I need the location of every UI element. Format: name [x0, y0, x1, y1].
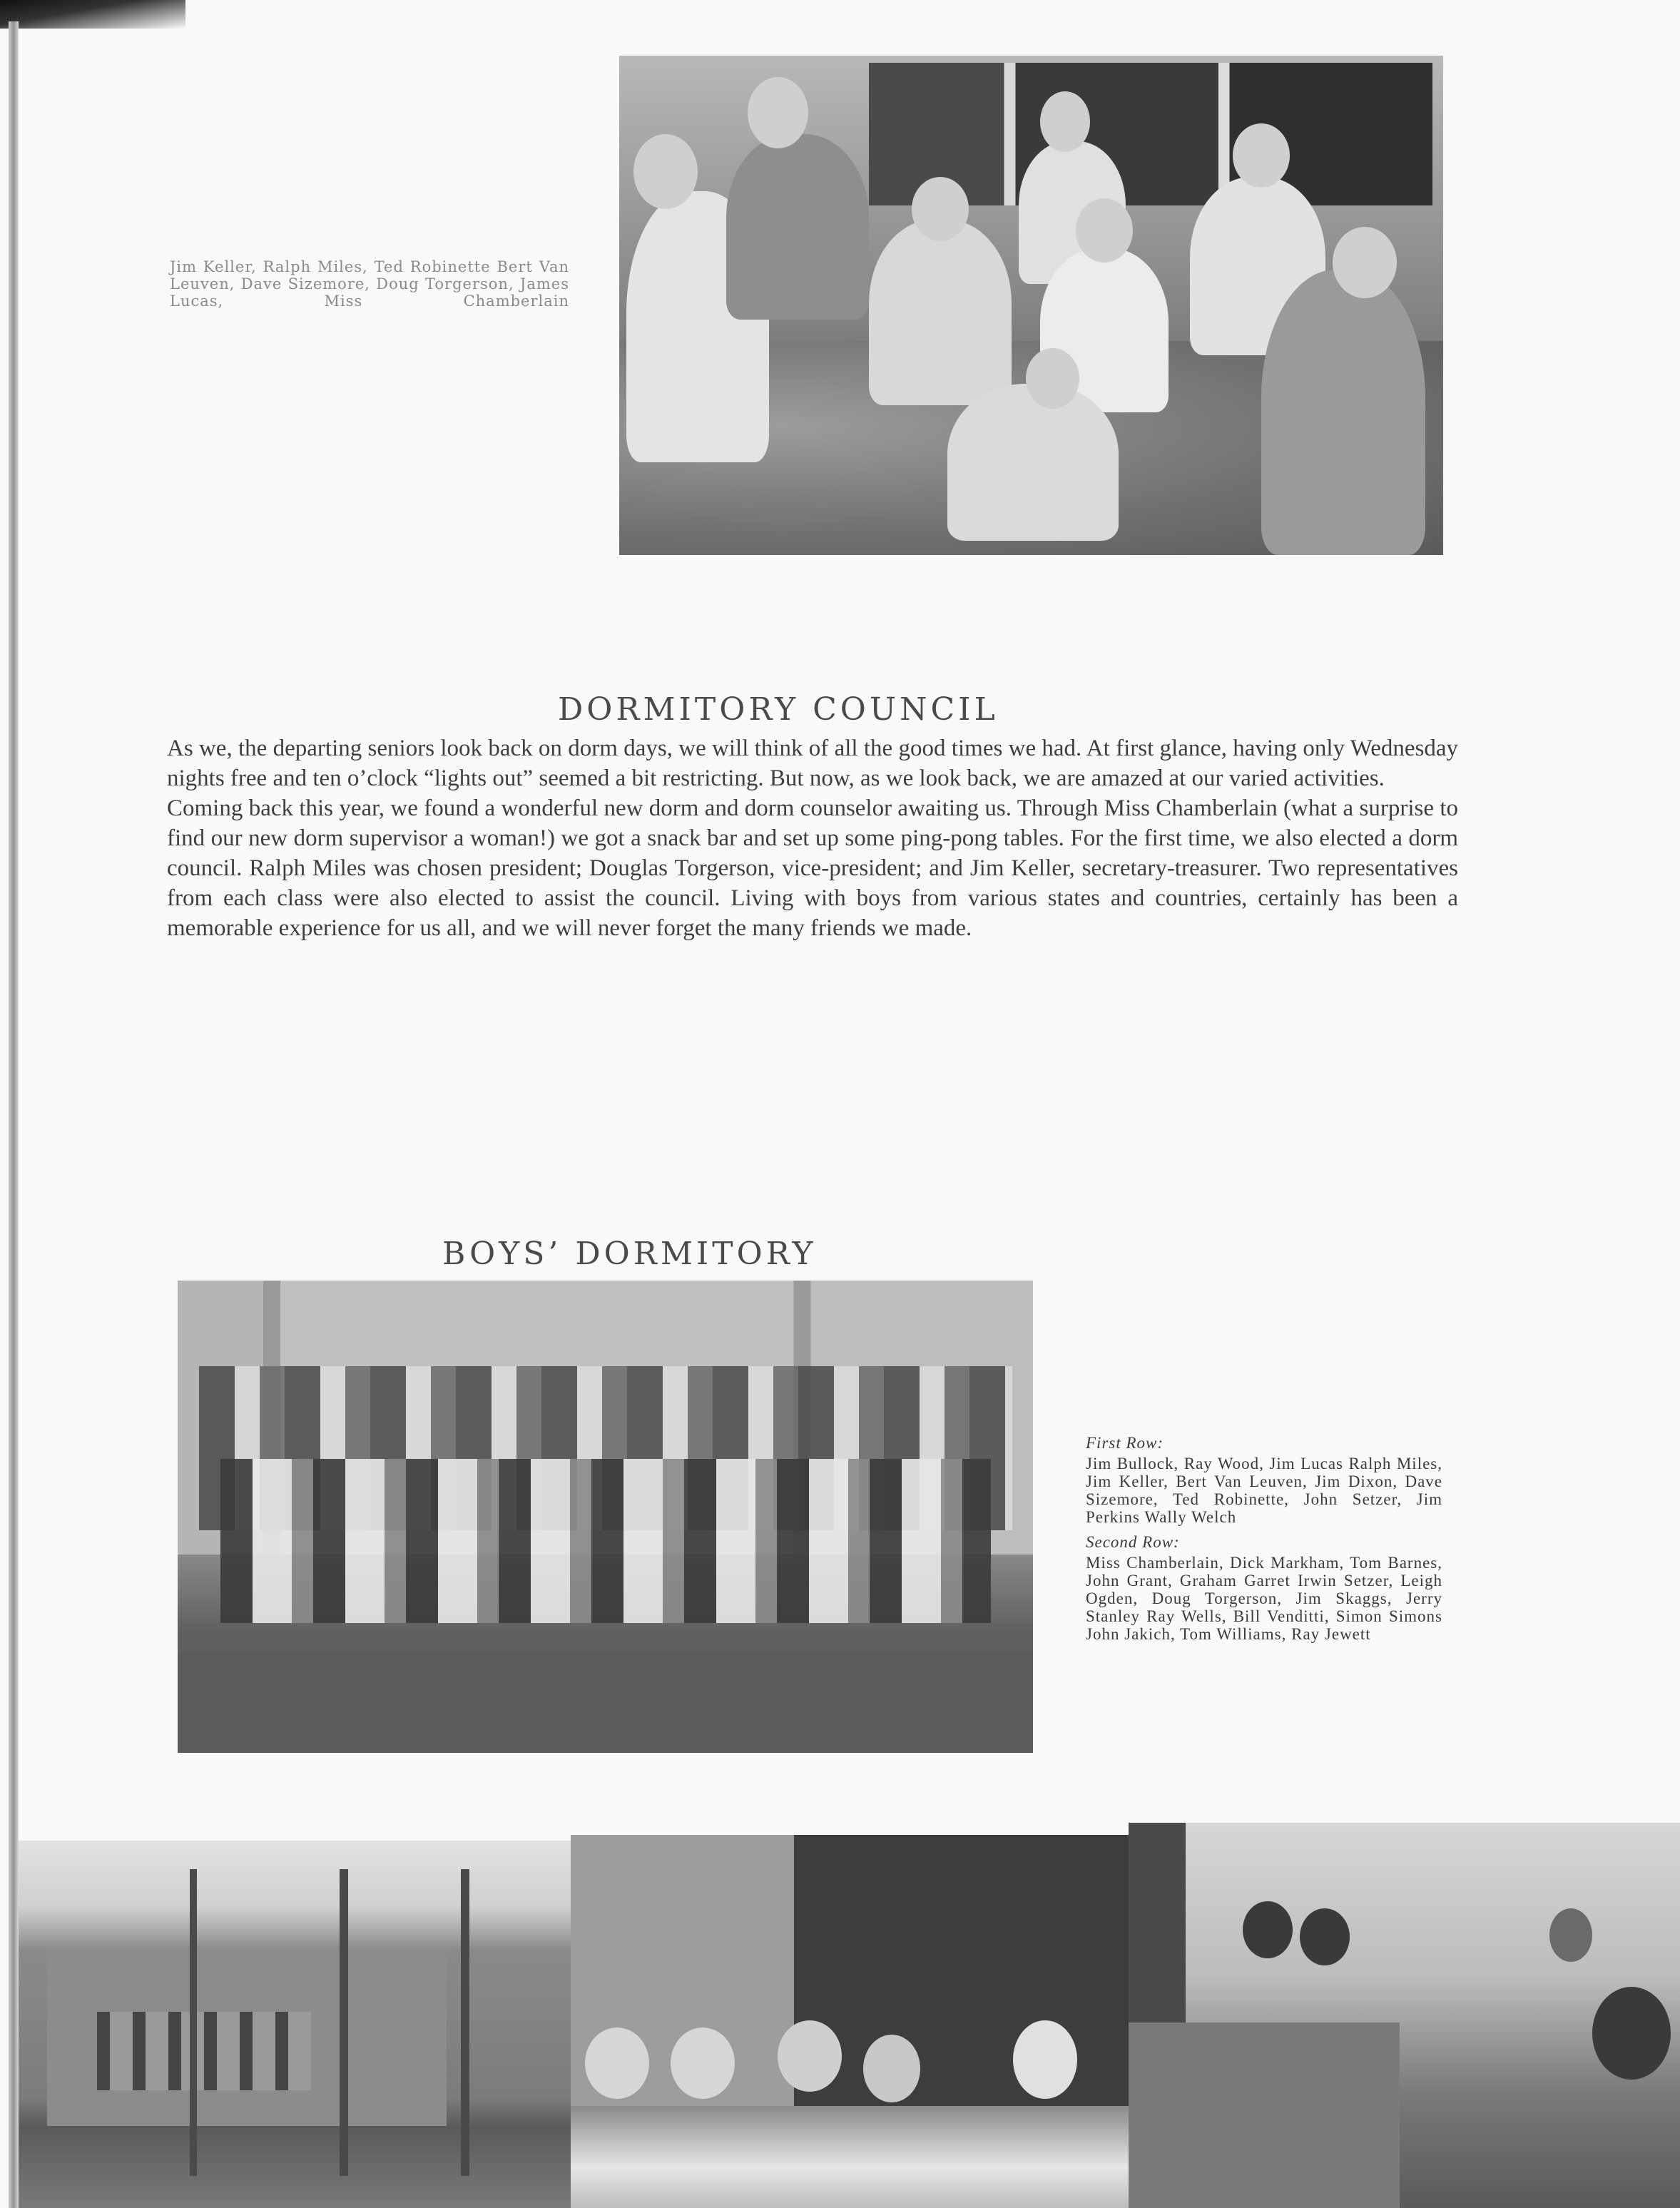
- photo-figure: [726, 134, 869, 320]
- photo-figure-head: [863, 2035, 920, 2102]
- photo-figure-head: [1549, 1908, 1592, 1962]
- photo-figure-head: [1333, 227, 1397, 298]
- dining-table-photo: [571, 1835, 1129, 2208]
- photo-front-row: [220, 1459, 991, 1623]
- book-binding-shadow: [0, 0, 185, 29]
- roster-row-label: Second Row:: [1086, 1533, 1180, 1551]
- article-paragraph: As we, the departing seniors look back on dorm days, we will think of all the good times we had. At first glance, having only Wednesday nights free and ten o’clock “lights out” seemed a bit restricting. But now, as we look back, we are amazed at our varied activities.: [167, 736, 1458, 791]
- boys-dormitory-group-photo: [178, 1281, 1033, 1753]
- roster-row-label: First Row:: [1086, 1434, 1164, 1452]
- photo-figure-head: [585, 2028, 649, 2099]
- photo-figure-head: [912, 177, 969, 241]
- council-article-body: [167, 733, 1458, 943]
- dormitory-building-photo: [19, 1841, 571, 2208]
- photo-figure-head: [1040, 91, 1090, 152]
- photo-figure-head: [1076, 198, 1133, 263]
- section-heading-boys-dormitory: BOYS’ DORMITORY: [442, 1235, 817, 1272]
- article-paragraph: Coming back this year, we found a wonderful new dorm and dorm counselor awaiting us. Through Miss Chamberlain (what a surprise to find our new dorm supervisor a woman!) we got a snack bar and set up some ping-pong tables. For the first time, we also elected a dorm council. Ralph Miles was chosen president; Douglas Torgerson, vice-president; and Jim Keller, secretary-treasurer. Two representatives from each class were also elected to assist the council. Living with boys from various states and countries, certainly has been a memorable experience for us all, and we will never forget the many friends we made.: [167, 795, 1458, 941]
- photo-figure-head: [1243, 1901, 1293, 1958]
- photo-dining-table: [571, 2106, 1129, 2208]
- photo-figure: [1261, 270, 1425, 555]
- photo-tree-trunk: [340, 1869, 348, 2176]
- council-photo: [619, 56, 1443, 555]
- photo-figure-head: [671, 2028, 735, 2099]
- council-photo-caption: Jim Keller, Ralph Miles, Ted Robinette Bert Van Leuven, Dave Sizemore, Doug Torgerson, James Lucas, Miss Chamberlain: [170, 258, 569, 310]
- roster-row-names: Jim Bullock, Ray Wood, Jim Lucas Ralph Miles, Jim Keller, Bert Van Leuven, Jim Dixon, Dave Sizemore, Ted Robinette, John Setzer, Jim Perkins Wally Welch: [1086, 1455, 1442, 1526]
- photo-tree-trunk: [461, 1869, 469, 2176]
- photo-figure: [947, 384, 1119, 541]
- photo-building-windows: [97, 2012, 311, 2090]
- section-heading-dormitory-council: DORMITORY COUNCIL: [558, 691, 999, 728]
- study-hall-photo: [1129, 1823, 1680, 2208]
- photo-figure-head: [1233, 123, 1290, 188]
- book-gutter: [9, 21, 19, 2208]
- photo-desk: [1129, 2023, 1400, 2208]
- roster-row-names: Miss Chamberlain, Dick Markham, Tom Barnes, John Grant, Graham Garret Irwin Setzer, Leigh Ogden, Doug Torgerson, Jim Skaggs, Jerry Stanley Ray Wells, Bill Venditti, Simon Simons John Jakich, Tom Williams, Ray Jewett: [1086, 1554, 1442, 1643]
- photo-figure-head: [633, 134, 698, 209]
- group-photo-roster: [1086, 1433, 1442, 1650]
- photo-figure-head: [1013, 2020, 1077, 2099]
- photo-figure: [869, 220, 1012, 405]
- photo-floor: [178, 1652, 1033, 1753]
- photo-figure-head: [1300, 1908, 1350, 1965]
- photo-figure-head: [1026, 348, 1079, 409]
- photo-figure-head: [748, 77, 808, 148]
- photo-tree-trunk: [190, 1869, 197, 2176]
- photo-figure-head: [778, 2020, 842, 2092]
- photo-figure-head: [1592, 1987, 1671, 2080]
